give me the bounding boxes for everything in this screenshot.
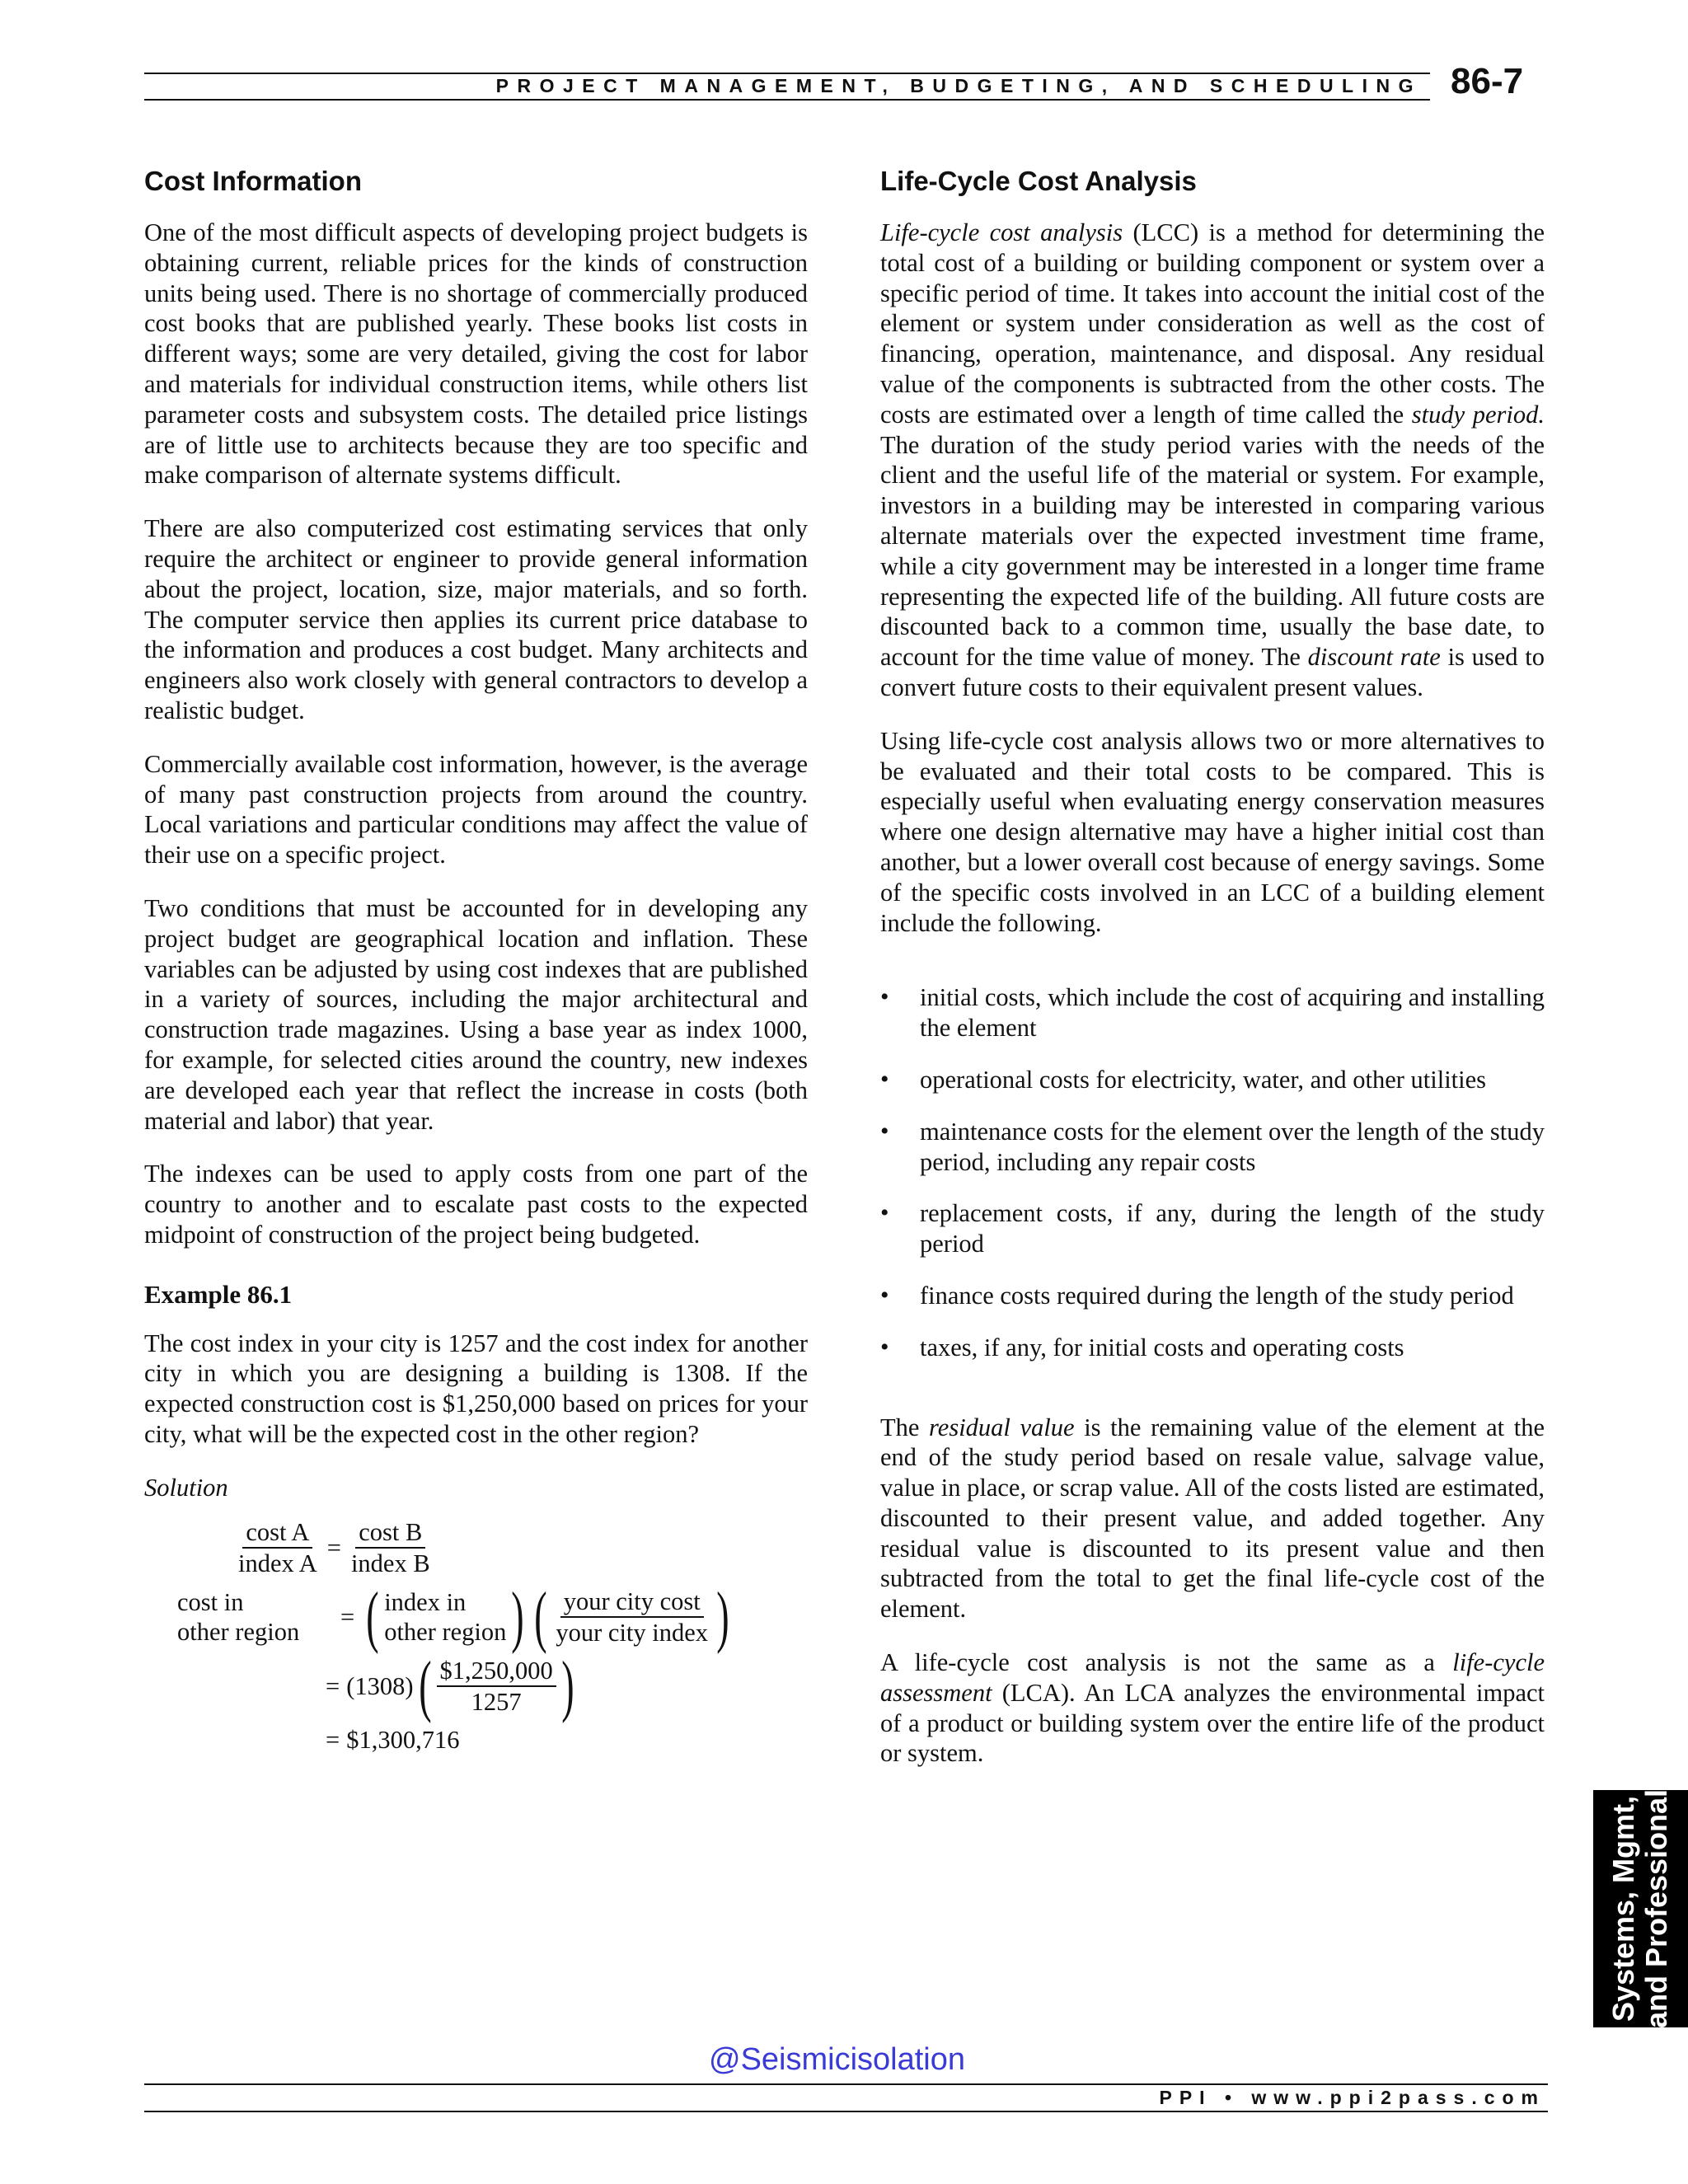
text-run: A life-cycle cost analysis is not the same as a — [880, 1648, 1453, 1677]
equals-sign: = — [326, 1726, 340, 1755]
paragraph: Using life-cycle cost analysis allows two or more alternatives to be evaluated and their total costs to be compared. This is especially useful when evaluating energy conservation measures where one design alternative may have a higher initial cost than another, but a lower overall cost because of energy savings. Some of the specific costs involved in an LCC of a building element include the following. — [880, 726, 1545, 937]
term-line: index in — [384, 1588, 467, 1617]
list-item-text: maintenance costs for the element over the length of the study period, including any repair costs — [920, 1117, 1545, 1176]
text-run: The — [880, 1413, 930, 1441]
solution-label: Solution — [144, 1473, 228, 1502]
equation-4 — [319, 1725, 808, 1755]
fraction-cost-over-index — [437, 1656, 556, 1717]
list-item-text: taxes, if any, for initial costs and operating costs — [920, 1333, 1404, 1361]
equation-2 — [177, 1578, 808, 1656]
watermark: @Seismicisolation — [709, 2042, 966, 2077]
term-life-cycle-assessment: life-cycle assessment — [880, 1648, 1545, 1707]
paragraph: The indexes can be used to apply costs from one part of the country to another and to escalate past costs to the expected midpoint of construction of the project being budgeted. — [144, 1160, 808, 1249]
fraction-your-city — [552, 1586, 711, 1647]
left-column — [144, 165, 808, 1764]
bullet-icon: • — [880, 1333, 889, 1361]
open-paren: ( — [366, 1578, 379, 1656]
text-run: is used to convert future costs to their equivalent present values. — [880, 643, 1545, 701]
paragraph-residual-value — [880, 1413, 1545, 1625]
example-problem: The cost index in your city is 1257 and the cost index for another city in which you are designing a building is 1308. If the expected construction cost is $1,250,000 based on prices for your city, what will be the expected cost in the other region? — [144, 1329, 808, 1448]
term-line: other region — [384, 1618, 507, 1647]
numerator: $1,250,000 — [437, 1656, 556, 1687]
term-residual-value: residual value — [929, 1413, 1075, 1441]
factor: (1308) — [346, 1672, 414, 1701]
bullet-icon: • — [880, 983, 889, 1011]
list-item — [880, 1333, 1545, 1363]
index-in-other-region — [384, 1587, 506, 1647]
footer-rule-bottom — [144, 2111, 1548, 2112]
footer-text: PPI • www.ppi2pass.com — [1159, 2087, 1545, 2108]
equals-sign: = — [340, 1603, 355, 1632]
lhs-label — [177, 1587, 334, 1647]
equals-sign: = — [326, 1534, 341, 1563]
solution-equations — [169, 1517, 808, 1755]
page-number: 86-7 — [1451, 61, 1524, 101]
paragraph: Two conditions that must be accounted for in developing any project budget are geographical location and inflation. These variables can be adjusted by using cost indexes that are published in a variety of sources, including the major architectural and construction trade magazines. Using a base year as index 1000, for example, for selected cities around the country, new indexes are developed each year that reflect the increase in costs (both material and labor) that year. — [144, 893, 808, 1135]
numerator: your city cost — [560, 1586, 704, 1618]
list-item-text: operational costs for electricity, water, and other utilities — [920, 1065, 1487, 1094]
side-tab-line: and Professional — [1639, 1788, 1673, 2029]
equation-1 — [235, 1517, 808, 1578]
section-heading-life-cycle-cost-analysis: Life-Cycle Cost Analysis — [880, 166, 1197, 196]
paragraph-lca — [880, 1647, 1545, 1769]
running-title: PROJECT MANAGEMENT, BUDGETING, AND SCHEDULING — [495, 75, 1422, 96]
equation-3 — [319, 1647, 808, 1725]
open-paren: ( — [534, 1578, 548, 1656]
paragraph: There are also computerized cost estimating services that only require the architect or engineer to provide general information about the project, location, size, major materials, and so forth. The computer service then applies its current price database to the information and produces a cost budget. Many architects and engineers also work closely with general contractors to develop a realistic budget. — [144, 514, 808, 724]
section-heading-cost-information: Cost Information — [144, 166, 362, 196]
paragraph: Commercially available cost information, however, is the average of many past construction projects from around the country. Local variations and particular conditions may affect the value of their use on a specific project. — [144, 749, 808, 869]
bullet-icon: • — [880, 1117, 889, 1145]
result-value: $1,300,716 — [346, 1726, 460, 1755]
list-item-text: initial costs, which include the cost of acquiring and installing the element — [920, 983, 1545, 1043]
paragraph-lcc-definition — [880, 218, 1545, 703]
list-item — [880, 1198, 1545, 1259]
close-paren: ) — [561, 1647, 574, 1725]
header-rule-bottom — [144, 99, 1430, 101]
text-run: The duration of the study period varies with the needs of the client and the useful life of the material or system. For example, investors in a building may be interested in comparing various alternate materials over the expected investment time frame, while a city government may be interested in a longer time frame representing the expected life of the building. All future costs are discounted back to a common time, usually the base date, to account for the time value of money. The — [880, 430, 1545, 672]
text-run: (LCA). An LCA analyzes the environmental impact of a product or building system over the entire life of the product or system. — [880, 1678, 1545, 1768]
close-paren: ) — [511, 1578, 525, 1656]
side-tab-line: Systems, Mgmt, — [1606, 1795, 1640, 2022]
term-lcc: Life-cycle cost analysis — [880, 218, 1123, 246]
bullet-icon: • — [880, 1199, 889, 1227]
paragraph: One of the most difficult aspects of developing project budgets is obtaining current, reliable prices for the kinds of construction units being used. There is no shortage of commercially produced cost books that are published yearly. These books list costs in different ways; some are very detailed, giving the cost for labor and materials for individual construction items, while others list parameter costs and subsystem costs. The detailed price listings are of little use to architects because they are too specific and make comparison of alternate systems difficult. — [144, 218, 808, 490]
bullet-icon: • — [880, 1281, 889, 1309]
term-study-period: study period. — [1411, 400, 1545, 429]
close-paren: ) — [716, 1578, 729, 1656]
right-column — [880, 165, 1545, 1792]
open-paren: ( — [418, 1647, 432, 1725]
numerator: cost B — [355, 1517, 425, 1549]
term-discount-rate: discount rate — [1307, 643, 1441, 672]
denominator: your city index — [556, 1619, 709, 1647]
fraction-cost-a — [235, 1517, 321, 1578]
side-tab-label — [1607, 1789, 1673, 2028]
list-item-text: replacement costs, if any, during the length of the study period — [920, 1199, 1545, 1258]
denominator: index B — [350, 1549, 430, 1578]
numerator: cost A — [242, 1517, 312, 1549]
bullet-icon: • — [880, 1065, 889, 1093]
fraction-cost-b — [348, 1517, 434, 1578]
equals-sign: = — [326, 1672, 340, 1701]
lcc-cost-list — [880, 982, 1545, 1362]
list-item-text: finance costs required during the length of the study period — [920, 1281, 1514, 1310]
denominator: index A — [238, 1549, 317, 1578]
example-title: Example 86.1 — [144, 1279, 293, 1309]
list-item — [880, 1065, 1545, 1095]
lhs-line: other region — [177, 1618, 300, 1647]
text-run: is the remaining value of the element at the end of the study period based on resale value, salvage value, value in place, or scrap value. All of the costs listed are estimated, discounted to their present value, and added together. Any residual value is discounted to its present value and then subtracted from the total to get the final life-cycle cost of the element. — [880, 1413, 1545, 1624]
list-item — [880, 982, 1545, 1043]
denominator: 1257 — [471, 1688, 522, 1717]
text-run: (LCC) is a method for determining the total cost of a building or building component or system over a specific period of time. It takes into account the initial cost of the element or system under consideration as well as the cost of financing, operation, maintenance, and disposal. Any residual value of the components is subtracted from the other costs. The costs are estimated over a length of time called the — [880, 218, 1545, 429]
list-item — [880, 1281, 1545, 1311]
lhs-line: cost in — [177, 1588, 244, 1617]
list-item — [880, 1117, 1545, 1178]
